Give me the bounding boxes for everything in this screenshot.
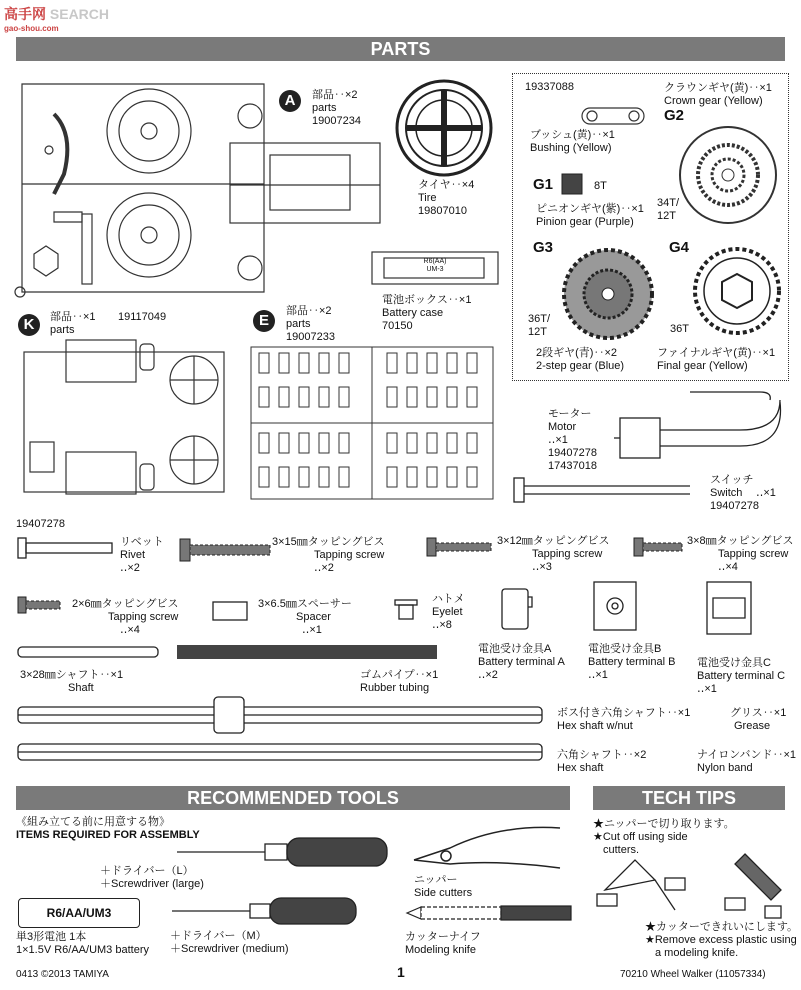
tools-jp-heading: 《組み立てる前に用意する物》 [16,816,170,828]
parts-header: PARTS [16,37,785,61]
tech-tips-illustration [595,850,785,925]
motor-switch-drawing [510,390,790,510]
battery-case-en: Battery case [382,307,444,319]
nylon-jp: ナイロンバンド‥×1 [697,749,797,761]
screwdriver-large-drawing [175,832,395,872]
eyelet-en: Eyelet [432,606,463,618]
switch-code: 19407278 [710,500,759,512]
modeling-knife-jp: カッターナイフ [405,931,481,943]
tech-tips-header: TECH TIPS [593,786,785,810]
sprue-k-badge: K [18,314,40,336]
shaft-en: Shaft [68,682,94,694]
battery-en: 1×1.5V R6/AA/UM3 battery [16,944,149,956]
ts12-en: Tapping screw [532,548,603,560]
tools-en-heading: ITEMS REQUIRED FOR ASSEMBLY [16,829,200,841]
hex-nut-jp: ボス付き六角シャフト‥×1 [557,707,691,719]
rivet-jp: リベット [120,536,164,548]
battery-case-code: 70150 [382,320,413,332]
grease-en: Grease [734,720,771,732]
bt-a-qty: ‥×2 [478,669,498,681]
modeling-knife-drawing [405,902,575,924]
eyelet-drawing [393,598,419,622]
gear-box-code: 19337088 [525,81,574,93]
ts6-en: Tapping screw [108,611,179,623]
sprue-a-badge: A [279,90,301,112]
rivet-qty: ‥×2 [120,562,140,574]
final-gear-label: G4 [669,239,690,256]
screwdriver-medium-en: ＋Screwdriver (medium) [170,943,289,955]
bushing-drawing [578,104,648,128]
tire-en: Tire [418,192,437,204]
tip2-en1: ★Remove excess plastic using [645,934,797,946]
eyelet-jp: ハトメ [432,593,465,605]
bt-a-en: Battery terminal A [478,656,565,668]
switch-en: Switch [710,487,743,499]
pinion-gear-jp: ピニオンギヤ(紫)‥×1 [536,203,644,215]
final-gear-teeth: 36T [670,323,689,335]
nylon-en: Nylon band [697,762,753,774]
screwdriver-large-en: ＋Screwdriver (large) [100,878,204,890]
sprue-k-code: 19117049 [118,311,167,323]
ts12-jp: 3×12㎜タッピングビス [497,535,610,547]
rubber-en: Rubber tubing [360,682,430,694]
switch-qty: ‥×1 [756,487,776,499]
sprue-e-code: 19007233 [286,331,335,343]
two-step-gear-drawing [558,244,658,344]
bt-b-jp: 電池受け金具B [588,643,662,655]
sprue-a-frame-drawing [200,135,390,235]
sprue-k-qty: 部品‥×1 [50,311,96,323]
tire-drawing [394,78,494,178]
ts8-jp: 3×8㎜タッピングビス [687,535,794,547]
final-gear-en: Final gear (Yellow) [657,360,748,372]
screwdriver-large-jp: ＋ドライバー（L） [100,865,194,877]
crown-gear-en: Crown gear (Yellow) [664,95,763,107]
pinion-gear-teeth: 8T [594,180,607,192]
rivet-en: Rivet [120,549,146,561]
tapping-screw-12-drawing [425,536,495,558]
spacer-drawing [211,600,251,622]
tip1-en1: ★Cut off using side [593,831,688,843]
ts8-qty: ‥×4 [718,561,738,573]
final-gear-drawing [690,244,785,339]
ts8-en: Tapping screw [718,548,789,560]
tip2-jp: ★カッターできれいにします。 [645,921,799,933]
pinion-gear-en: Pinion gear (Purple) [536,216,634,228]
sprue-a-code: 19007234 [312,115,361,127]
motor-qty: ‥×1 [548,434,568,446]
sprue-a-qty: 部品‥×2 [312,89,358,101]
side-cutters-jp: ニッパー [414,874,458,886]
two-step-gear-label: G3 [533,239,554,256]
screwdriver-medium-jp: ＋ドライバー（M） [170,930,267,942]
tip2-en2: a modeling knife. [655,947,739,959]
eyelet-qty: ‥×8 [432,619,452,631]
tapping-screw-15-drawing [178,537,273,563]
spacer-jp: 3×6.5㎜スペーサー [258,598,352,610]
hex-shaft-nut-drawing [16,695,546,735]
battery-terminal-a-drawing [498,585,534,635]
sprue-e-qty: 部品‥×2 [286,305,332,317]
ts15-en: Tapping screw [314,549,385,561]
rivet-drawing [16,536,116,560]
ts12-qty: ‥×3 [532,561,552,573]
tapping-screw-8-drawing [632,536,687,558]
hex-nut-en: Hex shaft w/nut [557,720,633,732]
tire-jp: タイヤ‥×4 [418,179,475,191]
hex-en: Hex shaft [557,762,604,774]
sprue-k-parts: parts [50,324,75,336]
crown-gear-drawing [676,123,781,228]
battery-terminal-c-drawing [703,578,755,638]
sprue-k-drawing [10,332,235,500]
sprue-e-badge: E [253,310,275,332]
battery-label: R6/AA/UM3 [46,906,112,920]
tip1-en2: cutters. [603,844,640,856]
bt-c-qty: ‥×1 [697,683,717,695]
watermark-logo: 高手网 SEARCH gao-shou.com [4,6,110,33]
bt-c-en: Battery terminal C [697,670,786,682]
sprue-a-parts: parts [312,102,337,114]
spacer-en: Spacer [296,611,331,623]
crown-gear-label: G2 [664,107,685,124]
hardware-code: 19407278 [16,518,65,530]
motor-code1: 19407278 [548,447,597,459]
shaft-jp: 3×28㎜シャフト‥×1 [20,669,124,681]
hex-jp: 六角シャフト‥×2 [557,749,647,761]
bushing-jp: ブッシュ(黄)‥×1 [530,129,615,141]
ts15-jp: 3×15㎜タッピングビス [272,536,385,548]
battery-drawing [18,898,140,928]
shaft-drawing [16,645,161,661]
footer-copyright: 0413 ©2013 TAMIYA [16,969,109,980]
crown-gear-teeth: 34T/ 12T [657,197,680,222]
battery-jp: 単3形電池 1本 [16,931,87,943]
battery-case-mark: R6(AA) UM-3 [423,258,447,273]
pinion-gear-label: G1 [533,176,554,193]
recommended-tools-header: RECOMMENDED TOOLS [16,786,570,810]
hex-shaft-drawing [16,740,546,764]
tire-code: 19807010 [418,205,467,217]
sprue-e-drawing [247,343,497,503]
bt-b-qty: ‥×1 [588,669,608,681]
final-gear-jp: ファイナルギヤ(黄)‥×1 [657,347,776,359]
two-step-gear-jp: 2段ギヤ(青)‥×2 [536,347,617,359]
motor-en: Motor [548,421,577,433]
switch-jp: スイッチ [710,474,754,486]
modeling-knife-en: Modeling knife [405,944,476,956]
side-cutters-drawing [410,820,570,880]
battery-terminal-b-drawing [590,578,640,634]
tip1-jp: ★ニッパーで切り取ります。 [593,818,735,830]
grease-jp: グリス‥×1 [730,707,787,719]
bushing-en: Bushing (Yellow) [530,142,612,154]
crown-gear-jp: クラウンギヤ(黄)‥×1 [664,82,772,94]
rubber-tubing-drawing [177,645,437,659]
screwdriver-medium-drawing [170,893,360,929]
ts6-qty: ‥×4 [120,624,140,636]
bt-a-jp: 電池受け金具A [478,643,552,655]
ts6-jp: 2×6㎜タッピングビス [72,598,179,610]
battery-case-jp: 電池ボックス‥×1 [382,294,472,306]
bt-c-jp: 電池受け金具C [697,657,771,669]
footer-product: 70210 Wheel Walker (11057334) [620,969,766,980]
bt-b-en: Battery terminal B [588,656,676,668]
two-step-gear-en: 2-step gear (Blue) [536,360,625,372]
rubber-jp: ゴムパイプ‥×1 [360,669,439,681]
motor-jp: モーター [548,408,592,420]
ts15-qty: ‥×2 [314,562,334,574]
tapping-screw-6-drawing [16,595,66,615]
footer-page-number: 1 [397,964,405,980]
spacer-qty: ‥×1 [302,624,322,636]
motor-code2: 17437018 [548,460,597,472]
side-cutters-en: Side cutters [414,887,473,899]
sprue-e-parts: parts [286,318,311,330]
two-step-gear-teeth: 36T/ 12T [528,313,551,338]
pinion-gear-drawing [558,170,588,198]
